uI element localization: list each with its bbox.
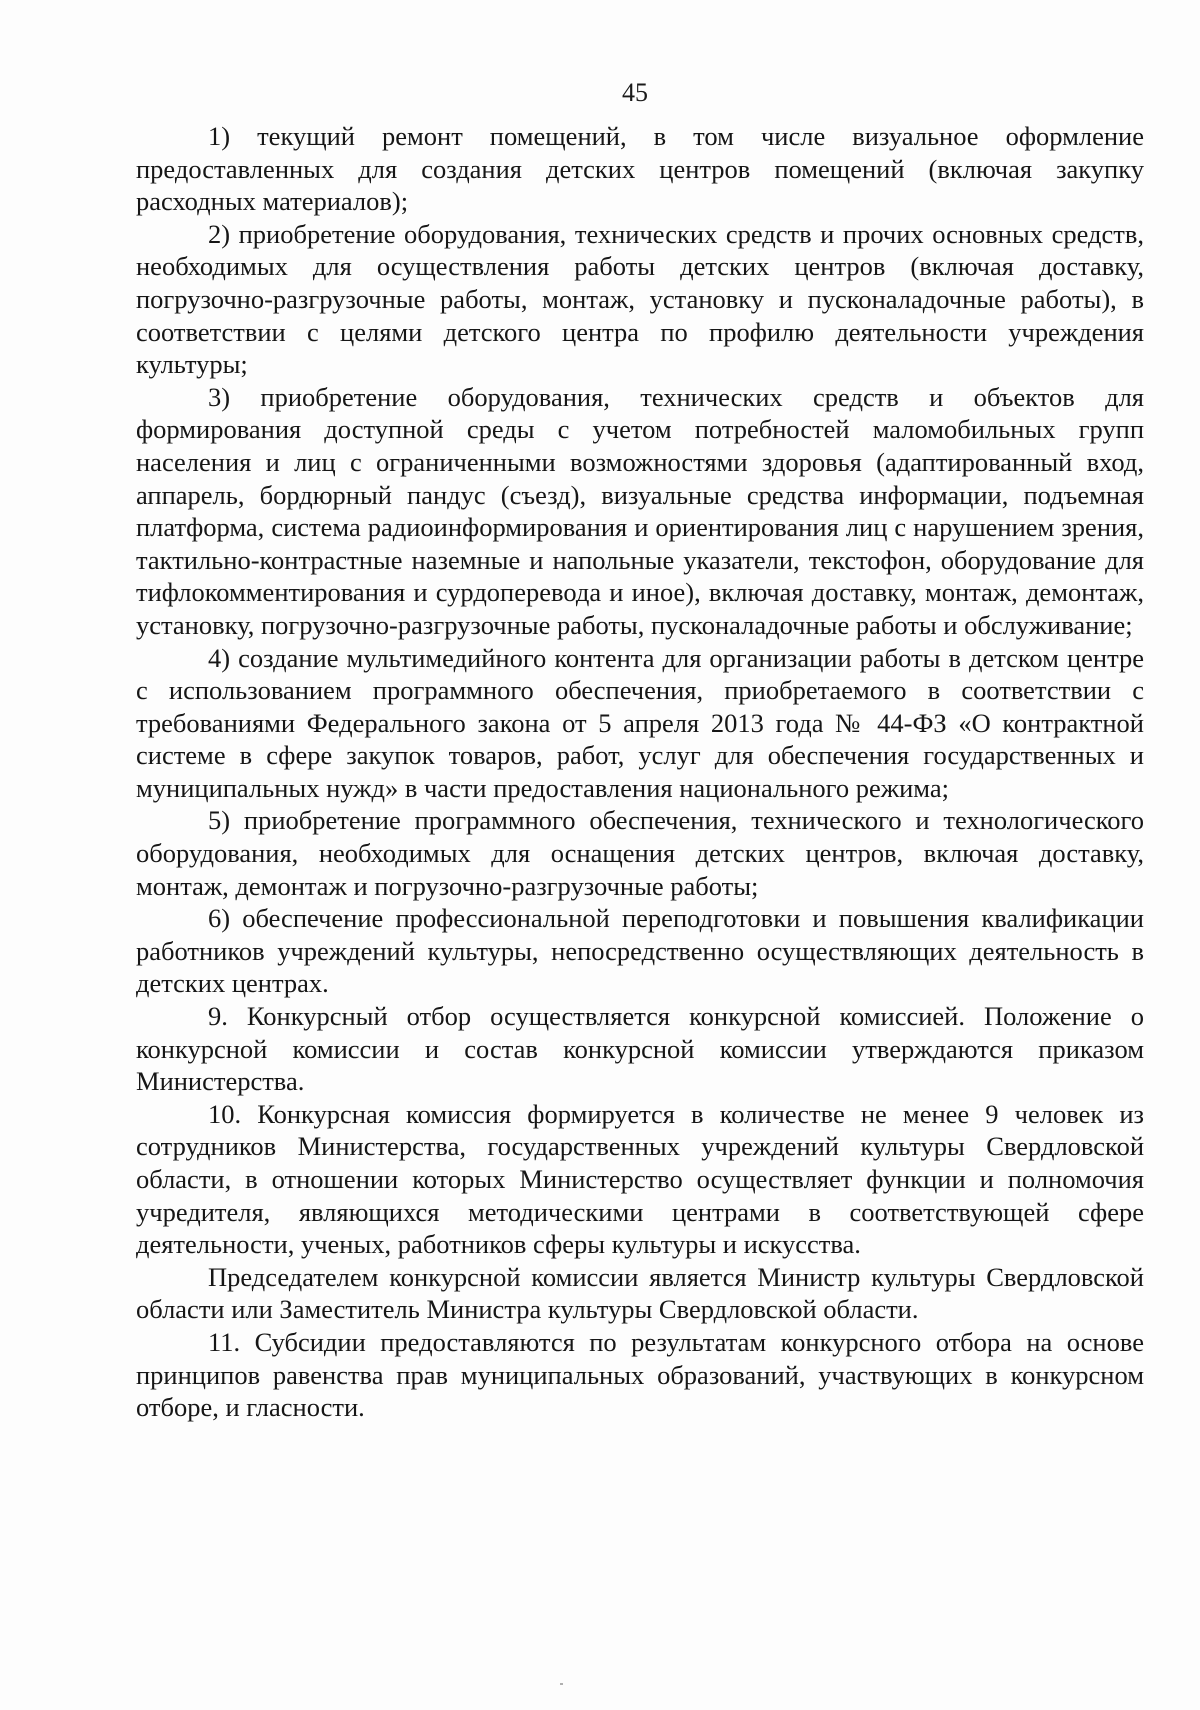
document-body [136,120,1144,1424]
paragraph-item-3: 3) приобретение оборудования, технических средств и объектов для формирования доступной среды с учетом потребностей маломобильных групп населения и лиц с ограниченными возможностями здоровья (адаптированный вход, аппарель, бордюрный пандус (съезд), визуальные средства информации, подъемная платформа, система радиоинформирования и ориентирования лиц с нарушением зрения, тактильно-контрастные наземные и напольные указатели, текстофон, оборудование для тифлокомментирования и сурдоперевода и иное), включая доставку, монтаж, демонтаж, установку, погрузочно-разгрузочные работы, пусконаладочные работы и обслуживание; [136,381,1144,640]
paragraph-item-4: 4) создание мультимедийного контента для организации работы в детском центре с использованием программного обеспечения, приобретаемого в соответствии с требованиями Федерального закона от 5 апреля 2013 года № 44-ФЗ «О контрактной системе в сфере закупок товаров, работ, услуг для обеспечения государственных и муниципальных нужд» в части предоставления национального режима; [136,642,1144,803]
paragraph-item-5: 5) приобретение программного обеспечения, технического и технологического оборудования, необходимых для оснащения детских центров, включая доставку, монтаж, демонтаж и погрузочно-разгрузочные работы; [136,805,1144,901]
paragraph-item-1: 1) текущий ремонт помещений, в том числе визуальное оформление предоставленных для создания детских центров помещений (включая закупку расходных материалов); [136,121,1144,217]
scan-artifact [560,1683,563,1685]
paragraph-clause-10: 10. Конкурсная комиссия формируется в количестве не менее 9 человек из сотрудников Министерства, государственных учреждений культуры Свердловской области, в отношении которых Министерство осуществляет функции и полномочия учредителя, являющихся методическими центрами в соответствующей сфере деятельности, ученых, работников сферы культуры и искусства. [136,1098,1144,1260]
paragraph-clause-9: 9. Конкурсный отбор осуществляется конкурсной комиссией. Положение о конкурсной комиссии и состав конкурсной комиссии утверждаются приказом Министерства. [136,1001,1144,1097]
paragraph-item-2: 2) приобретение оборудования, технических средств и прочих основных средств, необходимых для осуществления работы детских центров (включая доставку, погрузочно-разгрузочные работы, монтаж, установку и пусконаладочные работы), в соответствии с целями детского центра по профилю деятельности учреждения культуры; [136,218,1144,380]
paragraph-item-6: 6) обеспечение профессиональной переподготовки и повышения квалификации работников учреждений культуры, непосредственно осуществляющих деятельность в детских центрах. [136,903,1144,999]
paragraph-chairman: Председателем конкурсной комиссии является Министр культуры Свердловской области или Заместитель Министра культуры Свердловской области. [136,1261,1144,1325]
paragraph-clause-11: 11. Субсидии предоставляются по результатам конкурсного отбора на основе принципов равенства прав муниципальных образований, участвующих в конкурсном отборе, и гласности. [136,1326,1144,1423]
page-number: 45 [622,78,648,107]
